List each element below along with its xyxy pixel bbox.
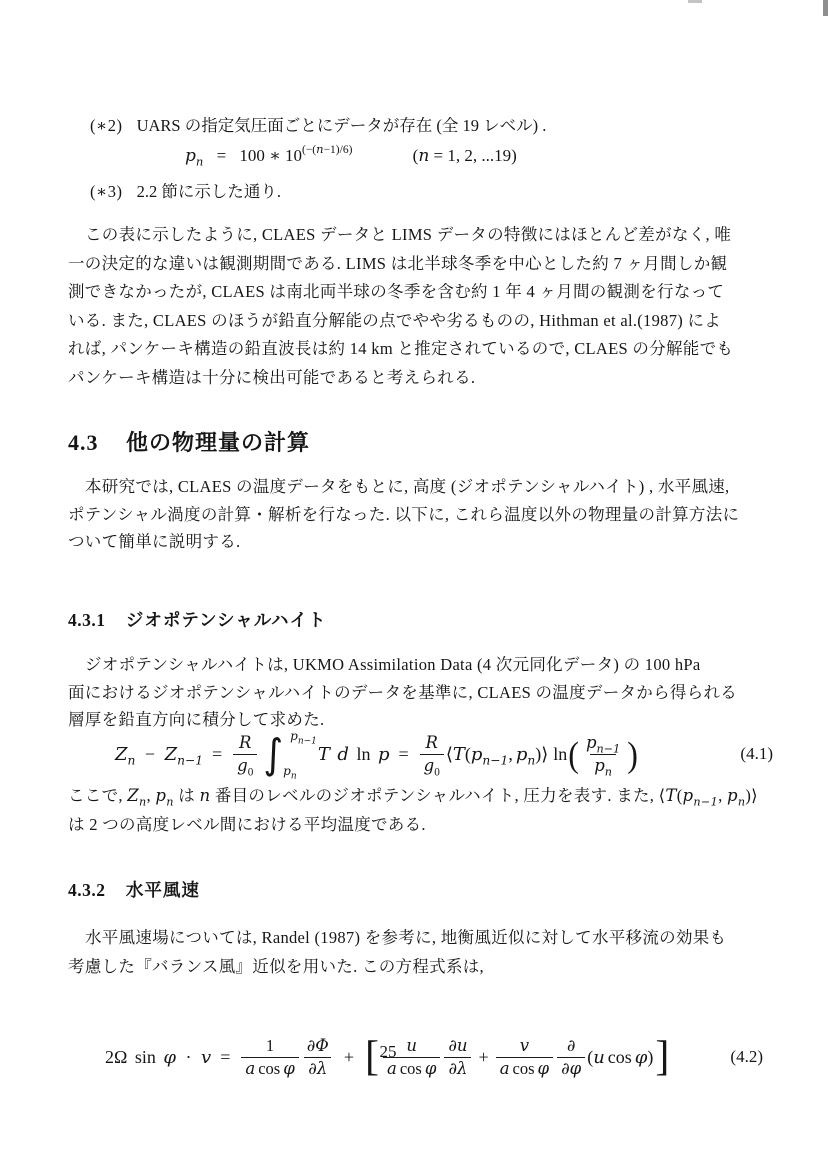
fraction-dPhi-dlambda: $\frac{\partial\Phi}{\partial\lambda}$	[303, 1036, 333, 1079]
footnote-2-text: UARS の指定気圧面ごとにデータが存在 (全 19 レベル) .	[136, 116, 547, 135]
subsection-title: ジオポテンシャルハイト	[125, 610, 327, 630]
plus-sign: +	[343, 1046, 354, 1067]
fraction-pn1-over-pn: $\frac{p_{n-1}}{p_n}$	[585, 732, 621, 778]
page-number: 25	[379, 1042, 397, 1061]
equation-number: (4.1)	[740, 744, 773, 763]
scan-smudge	[823, 0, 828, 16]
equals-sign: =	[212, 743, 223, 764]
paragraph-line: 面におけるジオポテンシャルハイトのデータを基準に, CLAES の温度データから得られる	[68, 682, 738, 702]
paragraph-line: 層厚を鉛直方向に積分して求めた.	[68, 710, 325, 729]
formula-condition: (n = 1, 2, ...19)	[412, 146, 517, 166]
paragraph-line: 本研究では, CLAES の温度データをもとに, 高度 (ジオポテンシャルハイト) , 水平風速,	[85, 477, 730, 496]
fraction-d-dphi: $\frac{\partial}{\partial\varphi}$	[557, 1036, 585, 1079]
footnote-2-label: (∗2)	[90, 116, 123, 135]
subsection-number: 4.3.1	[68, 610, 106, 630]
equation-number: (4.2)	[730, 1047, 763, 1066]
formula-coefficient: 100 ∗ 10	[239, 146, 302, 165]
wind-paragraph	[68, 924, 762, 981]
paragraph-line: 水平風速場については, Randel (1987) を参考に, 地衡風近似に対して水平移流の効果も	[85, 928, 727, 947]
section-intro-paragraph	[68, 473, 762, 556]
paragraph-line: 測できなかったが, CLAES は南北両半球の冬季を含む約 1 年 4 ヶ月間の観測を行なって	[68, 282, 725, 302]
caption-line: ここで, $Z_n$, $p_n$ は n 番目のレベルのジオポテンシャルハイト, 圧力を表す. また, $⟨T(p_{n-1}$, $p_n)⟩$	[68, 786, 758, 809]
paragraph-line: 一の決定的な違いは観測期間である. LIMS は北半球冬季を中心とした約 7 ヶ月間しか観	[68, 253, 728, 273]
geopotential-paragraph	[68, 651, 762, 734]
equals-sign: =	[216, 146, 227, 165]
ucosphi-term: (u cos φ)	[587, 1046, 654, 1068]
big-bracket-close: ]	[655, 1034, 670, 1080]
subsection-heading-4-3-2	[68, 877, 762, 902]
paragraph-line: この表に示したように, CLAES データと LIMS データの特徴にはほとんど差がなく, 唯	[85, 225, 732, 244]
equals-sign: =	[220, 1046, 231, 1067]
subsection-title: 水平風速	[125, 880, 200, 900]
fraction-du-dlambda: $\frac{\partial u}{\partial\lambda}$	[444, 1036, 471, 1079]
equals-sign: =	[398, 743, 409, 764]
formula-exponent: (−(n−1)/6)	[301, 142, 353, 156]
fraction-u-over-acosphi: $\frac{u}{\text{a cos φ}}$	[383, 1036, 440, 1079]
equation-4-1-caption	[68, 781, 762, 839]
big-paren-close: )	[627, 733, 638, 775]
big-bracket-open: [	[364, 1034, 379, 1080]
paragraph-claes-lims	[68, 221, 762, 393]
subsection-number: 4.3.2	[68, 880, 106, 900]
equation-4-1	[68, 729, 809, 782]
paragraph-line: いる. また, CLAES のほうが鉛直分解能の点でやや劣るものの, Hithman et al.(1987) によ	[68, 310, 722, 330]
scan-smudge	[688, 0, 702, 3]
paragraph-line: パンケーキ構造は十分に検出可能であると考えられる.	[68, 367, 476, 387]
footnote-3-text: 2.2 節に示した通り.	[136, 182, 281, 201]
footnote-note-2	[90, 112, 784, 136]
section-number: 4.3	[68, 430, 99, 455]
pressure-level-formula	[185, 142, 828, 169]
math-lhs: 2Ω sin φ · v	[105, 1046, 212, 1068]
fraction-R-over-g0: $\frac{R}{g_0}$	[233, 733, 257, 776]
math-sub-n: n	[195, 154, 204, 169]
integral: ∫ $p_{n-1}$ $p_n$	[263, 729, 317, 782]
big-paren-open: (	[568, 733, 579, 775]
paragraph-line: ついて簡単に説明する.	[68, 532, 241, 551]
integrand: T d ln p	[317, 743, 390, 765]
section-heading-4-3	[68, 426, 762, 457]
fraction-R-over-g0: $\frac{R}{g_0}$	[420, 733, 444, 776]
paragraph-line: ジオポテンシャルハイトは, UKMO Assimilation Data (4 次元同化データ) の 100 hPa	[85, 655, 701, 674]
math-var-p: p	[185, 146, 196, 166]
footnote-note-3	[90, 178, 784, 202]
plus-sign: +	[478, 1046, 489, 1067]
caption-line: は 2 つの高度レベル間における平均温度である.	[68, 815, 426, 834]
section-title: 他の物理量の計算	[126, 430, 311, 455]
ln-operator: ln	[553, 743, 568, 764]
paragraph-line: れば, パンケーキ構造の鉛直波長は約 14 km と推定されているので, CLAES の分解能でも	[68, 339, 734, 359]
footnote-3-label: (∗3)	[90, 182, 123, 201]
subsection-heading-4-3-1	[68, 607, 762, 632]
math-lhs: $Z_n - Z_{n-1}$	[115, 743, 203, 768]
paragraph-line: ポテンシャル渦度の計算・解析を行なった. 以下に, これら温度以外の物理量の計算方法に	[68, 504, 740, 524]
mean-temperature-term: $⟨T(p_{n-1}$, $p_n)⟩$	[445, 743, 549, 768]
fraction-v-over-acosphi: $\frac{v}{\text{a cos φ}}$	[496, 1036, 553, 1079]
fraction-1-over-acosphi: $\frac{1}{\text{a cos φ}}$	[241, 1036, 298, 1079]
paragraph-line: 考慮した『バランス風』近似を用いた. この方程式系は,	[68, 956, 484, 976]
